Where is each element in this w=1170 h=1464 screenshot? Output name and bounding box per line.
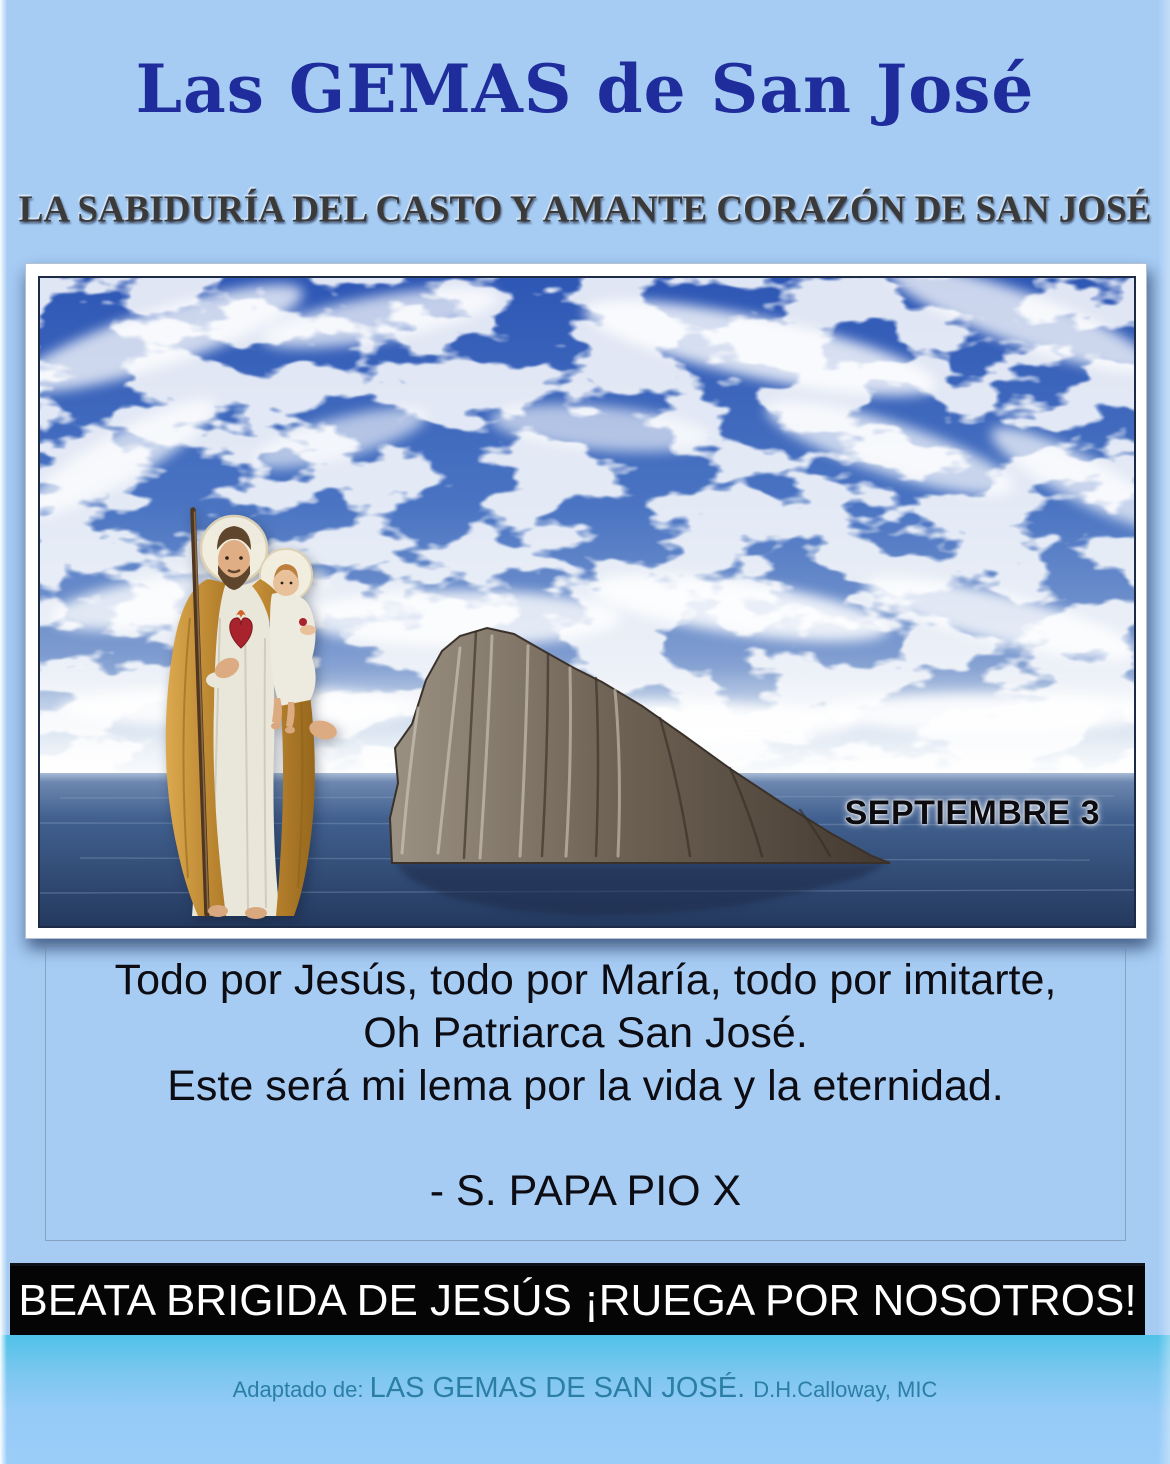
page-title: Las GEMAS de San José <box>135 50 1035 128</box>
quote-line: Este será mi lema por la vida y la eternidad. <box>167 1062 1004 1110</box>
date-label: SEPTIEMBRE 3 <box>844 794 1100 832</box>
footer-prefix: Adaptado de: <box>232 1377 370 1402</box>
footer-author: D.H.Calloway, MIC <box>753 1377 938 1402</box>
intercession-banner <box>10 1266 1145 1335</box>
page-subtitle: LA SABIDURÍA DEL CASTO Y AMANTE CORAZÓN DE SAN JOSÉ <box>18 188 1152 231</box>
footer-credit <box>0 1372 1170 1405</box>
banner-text: BEATA BRIGIDA DE JESÚS ¡RUEGA POR NOSOTROS! <box>18 1275 1137 1325</box>
quote-attribution: - S. PAPA PIO X <box>429 1167 742 1215</box>
quote-box <box>45 944 1126 1241</box>
page-right-edge <box>1158 0 1170 1464</box>
quote-line: Todo por Jesús, todo por María, todo por imitarte, <box>114 956 1057 1004</box>
photo-scene <box>38 276 1136 928</box>
page-left-edge <box>0 0 7 1464</box>
framed-photo <box>25 263 1147 939</box>
footer-source: LAS GEMAS DE SAN JOSÉ. <box>369 1372 754 1404</box>
quote-line: Oh Patriarca San José. <box>363 1009 808 1057</box>
